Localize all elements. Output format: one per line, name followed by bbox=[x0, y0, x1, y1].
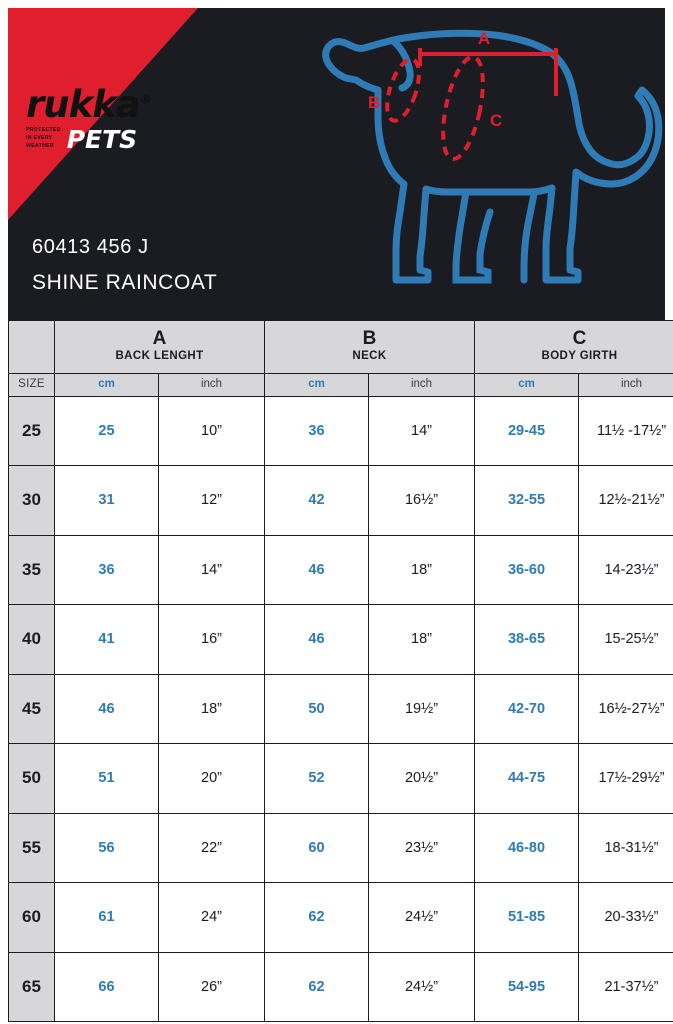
measure-b-label: B bbox=[368, 93, 381, 112]
measurement-inch-cell: 16½” bbox=[369, 466, 475, 536]
measurement-inch-cell: 20” bbox=[159, 744, 265, 814]
size-cell: 35 bbox=[9, 535, 55, 605]
size-cell: 65 bbox=[9, 952, 55, 1022]
measure-a-label: A bbox=[477, 29, 491, 48]
size-cell: 30 bbox=[9, 466, 55, 536]
table-row bbox=[9, 883, 673, 953]
measurement-cm-cell: 51 bbox=[55, 744, 159, 814]
dog-measurement-diagram bbox=[298, 18, 665, 308]
measurement-inch-cell: 12½-21½” bbox=[579, 466, 673, 536]
group-a-name: BACK LENGHT bbox=[115, 349, 204, 362]
table-row bbox=[9, 813, 673, 883]
brand-tagline: PROTECTED IN EVERY WEATHER bbox=[26, 127, 61, 150]
measurement-inch-cell: 18-31½” bbox=[579, 813, 673, 883]
table-row bbox=[9, 674, 673, 744]
measurement-inch-cell: 20½” bbox=[369, 744, 475, 814]
measurement-inch-cell: 22” bbox=[159, 813, 265, 883]
group-c-name: BODY GIRTH bbox=[541, 349, 618, 362]
size-cell: 50 bbox=[9, 744, 55, 814]
size-cell: 25 bbox=[9, 396, 55, 466]
brand-sub: PETS bbox=[66, 125, 138, 155]
unit-a-cm: cm bbox=[55, 373, 159, 396]
brand-name bbox=[26, 83, 186, 126]
header-banner bbox=[8, 8, 665, 320]
table-row bbox=[9, 744, 673, 814]
measure-a-line bbox=[420, 48, 556, 96]
measurement-cm-cell: 62 bbox=[265, 883, 369, 953]
group-b-letter: B bbox=[362, 328, 377, 349]
measurement-cm-cell: 32-55 bbox=[475, 466, 579, 536]
group-b-name: NECK bbox=[352, 349, 387, 362]
measurement-cm-cell: 46 bbox=[55, 674, 159, 744]
measurement-cm-cell: 42 bbox=[265, 466, 369, 536]
table-unit-row bbox=[9, 373, 673, 396]
measurement-cm-cell: 41 bbox=[55, 605, 159, 675]
measurement-inch-cell: 18” bbox=[369, 605, 475, 675]
unit-b-cm: cm bbox=[265, 373, 369, 396]
measurement-inch-cell: 10” bbox=[159, 396, 265, 466]
unit-c-inch: inch bbox=[579, 373, 673, 396]
measurement-cm-cell: 36 bbox=[55, 535, 159, 605]
measurement-inch-cell: 15-25½” bbox=[579, 605, 673, 675]
measurement-cm-cell: 50 bbox=[265, 674, 369, 744]
table-group-header-row bbox=[9, 321, 673, 374]
group-a-letter: A bbox=[152, 328, 167, 349]
size-cell: 55 bbox=[9, 813, 55, 883]
size-table-body bbox=[9, 396, 673, 1022]
size-cell: 60 bbox=[9, 883, 55, 953]
measurement-cm-cell: 54-95 bbox=[475, 952, 579, 1022]
measurement-inch-cell: 24” bbox=[159, 883, 265, 953]
measurement-inch-cell: 14-23½” bbox=[579, 535, 673, 605]
table-row bbox=[9, 466, 673, 536]
group-header-c bbox=[475, 321, 673, 374]
registered-mark: ® bbox=[139, 92, 151, 107]
header-corner-blank bbox=[9, 321, 55, 374]
product-name: SHINE RAINCOAT bbox=[32, 271, 218, 294]
measurement-cm-cell: 66 bbox=[55, 952, 159, 1022]
group-c-letter: C bbox=[572, 328, 587, 349]
measurement-cm-cell: 38-65 bbox=[475, 605, 579, 675]
measurement-cm-cell: 46 bbox=[265, 535, 369, 605]
dog-silhouette-icon bbox=[326, 33, 659, 280]
measurement-inch-cell: 18” bbox=[159, 674, 265, 744]
measure-c-ellipse bbox=[436, 54, 491, 163]
unit-c-cm: cm bbox=[475, 373, 579, 396]
measurement-inch-cell: 14” bbox=[159, 535, 265, 605]
size-cell: 40 bbox=[9, 605, 55, 675]
measurement-cm-cell: 62 bbox=[265, 952, 369, 1022]
table-row bbox=[9, 952, 673, 1022]
measurement-inch-cell: 24½” bbox=[369, 883, 475, 953]
product-code: 60413 456 J bbox=[32, 236, 149, 258]
group-header-b bbox=[265, 321, 475, 374]
measurement-inch-cell: 17½-29½” bbox=[579, 744, 673, 814]
group-header-a bbox=[55, 321, 265, 374]
measurement-cm-cell: 46 bbox=[265, 605, 369, 675]
measurement-inch-cell: 16” bbox=[159, 605, 265, 675]
measurement-inch-cell: 11½ -17½” bbox=[579, 396, 673, 466]
measurement-inch-cell: 14” bbox=[369, 396, 475, 466]
table-row bbox=[9, 535, 673, 605]
measurement-inch-cell: 12” bbox=[159, 466, 265, 536]
table-row bbox=[9, 605, 673, 675]
measurement-cm-cell: 42-70 bbox=[475, 674, 579, 744]
measurement-inch-cell: 26” bbox=[159, 952, 265, 1022]
measurement-cm-cell: 44-75 bbox=[475, 744, 579, 814]
measurement-cm-cell: 61 bbox=[55, 883, 159, 953]
size-table bbox=[8, 320, 673, 1022]
measurement-cm-cell: 52 bbox=[265, 744, 369, 814]
size-cell: 45 bbox=[9, 674, 55, 744]
brand-logo bbox=[26, 83, 186, 155]
measurement-inch-cell: 21-37½” bbox=[579, 952, 673, 1022]
measurement-inch-cell: 19½” bbox=[369, 674, 475, 744]
measurement-inch-cell: 18” bbox=[369, 535, 475, 605]
measure-c-label: C bbox=[490, 111, 503, 130]
table-row bbox=[9, 396, 673, 466]
measurement-cm-cell: 29-45 bbox=[475, 396, 579, 466]
measurement-cm-cell: 46-80 bbox=[475, 813, 579, 883]
size-column-header: SIZE bbox=[9, 373, 55, 396]
measurement-inch-cell: 16½-27½” bbox=[579, 674, 673, 744]
measurement-cm-cell: 31 bbox=[55, 466, 159, 536]
brand-name-text: rukka bbox=[26, 83, 140, 126]
measurement-cm-cell: 51-85 bbox=[475, 883, 579, 953]
unit-b-inch: inch bbox=[369, 373, 475, 396]
measurement-cm-cell: 56 bbox=[55, 813, 159, 883]
measurement-inch-cell: 23½” bbox=[369, 813, 475, 883]
measurement-cm-cell: 36 bbox=[265, 396, 369, 466]
measurement-cm-cell: 36-60 bbox=[475, 535, 579, 605]
unit-a-inch: inch bbox=[159, 373, 265, 396]
measurement-inch-cell: 24½” bbox=[369, 952, 475, 1022]
measurement-cm-cell: 25 bbox=[55, 396, 159, 466]
measurement-cm-cell: 60 bbox=[265, 813, 369, 883]
measurement-inch-cell: 20-33½” bbox=[579, 883, 673, 953]
